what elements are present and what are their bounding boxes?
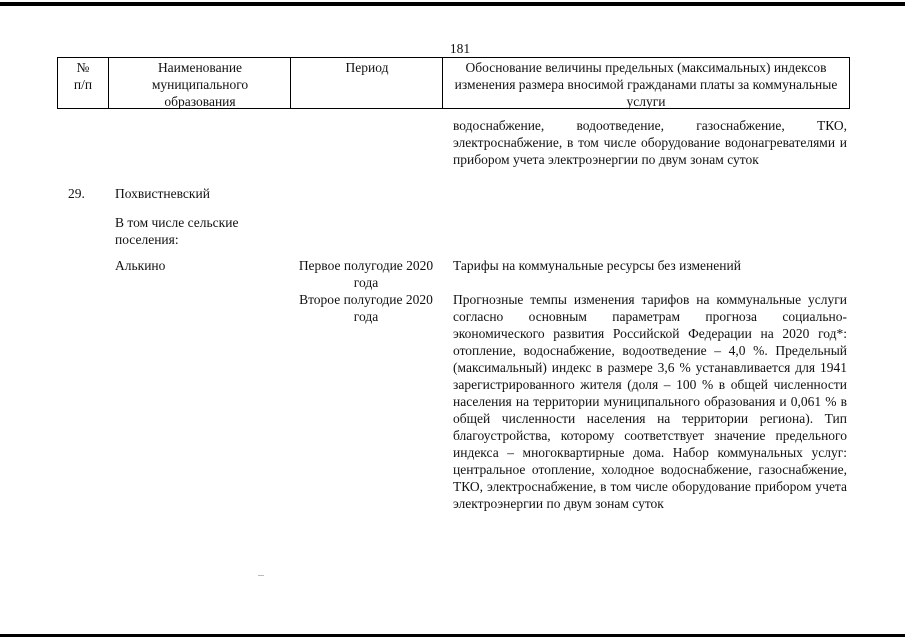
- entry-number: 29.: [68, 186, 85, 201]
- header-period-column: Период: [345, 60, 389, 75]
- basis-second-half: Прогнозные темпы изменения тарифов на коммунальные услуги согласно основным параметрам прогноза социально-экономического развития Российской Федерации на 2020 год*: отопление, водоснабжение, водоотведение – 4,0 %. Предельный (максимальный) индекс в размере 3,6 % устанавливается для 1941 зарегистрированного жителя (доля – 100 % в общей численности населения на территории муниципального образования и 0,061 % в общей численности населения на территории региона). Тип благоустройства, которому соответствует значение предельного индекса – многоквартирные дома. Набор коммунальных услуг: центральное отопление, холодное водоснабжение, газоснабжение, ТКО, электроснабжение, в том числе оборудование прибором учета электроэнергии по двум зонам суток: [453, 292, 847, 511]
- settlement-name: Алькино: [115, 258, 166, 273]
- table-header-top-line: [57, 57, 850, 58]
- scan-speck: [258, 575, 264, 576]
- period-second-half: Второе полугодие 2020 года: [299, 292, 433, 324]
- rural-settlements-heading: В том числе сельские поселения:: [115, 215, 239, 247]
- municipality-name: Похвистневский: [115, 186, 210, 201]
- header-number-column: № п/п: [73, 60, 93, 92]
- basis-first-half: Тарифы на коммунальные ресурсы без изменений: [453, 258, 741, 273]
- table-header-divider: [108, 57, 109, 109]
- header-name-column: Наименование муниципального образования: [151, 60, 249, 109]
- table-header-divider: [849, 57, 850, 109]
- continuation-text: водоснабжение, водоотведение, газоснабжение, ТКО, электроснабжение, в том числе оборудование водонагревателями и прибором учета электроэнергии по двум зонам суток: [453, 118, 847, 167]
- table-header-divider: [442, 57, 443, 109]
- bottom-border: [0, 634, 905, 637]
- header-basis-column: Обоснование величины предельных (максимальных) индексов изменения размера вносимой гражданами платы за коммунальные услуги: [454, 60, 838, 109]
- period-first-half: Первое полугодие 2020 года: [298, 258, 434, 290]
- table-header-divider: [290, 57, 291, 109]
- page-number: 181: [449, 41, 471, 56]
- top-border: [0, 2, 905, 6]
